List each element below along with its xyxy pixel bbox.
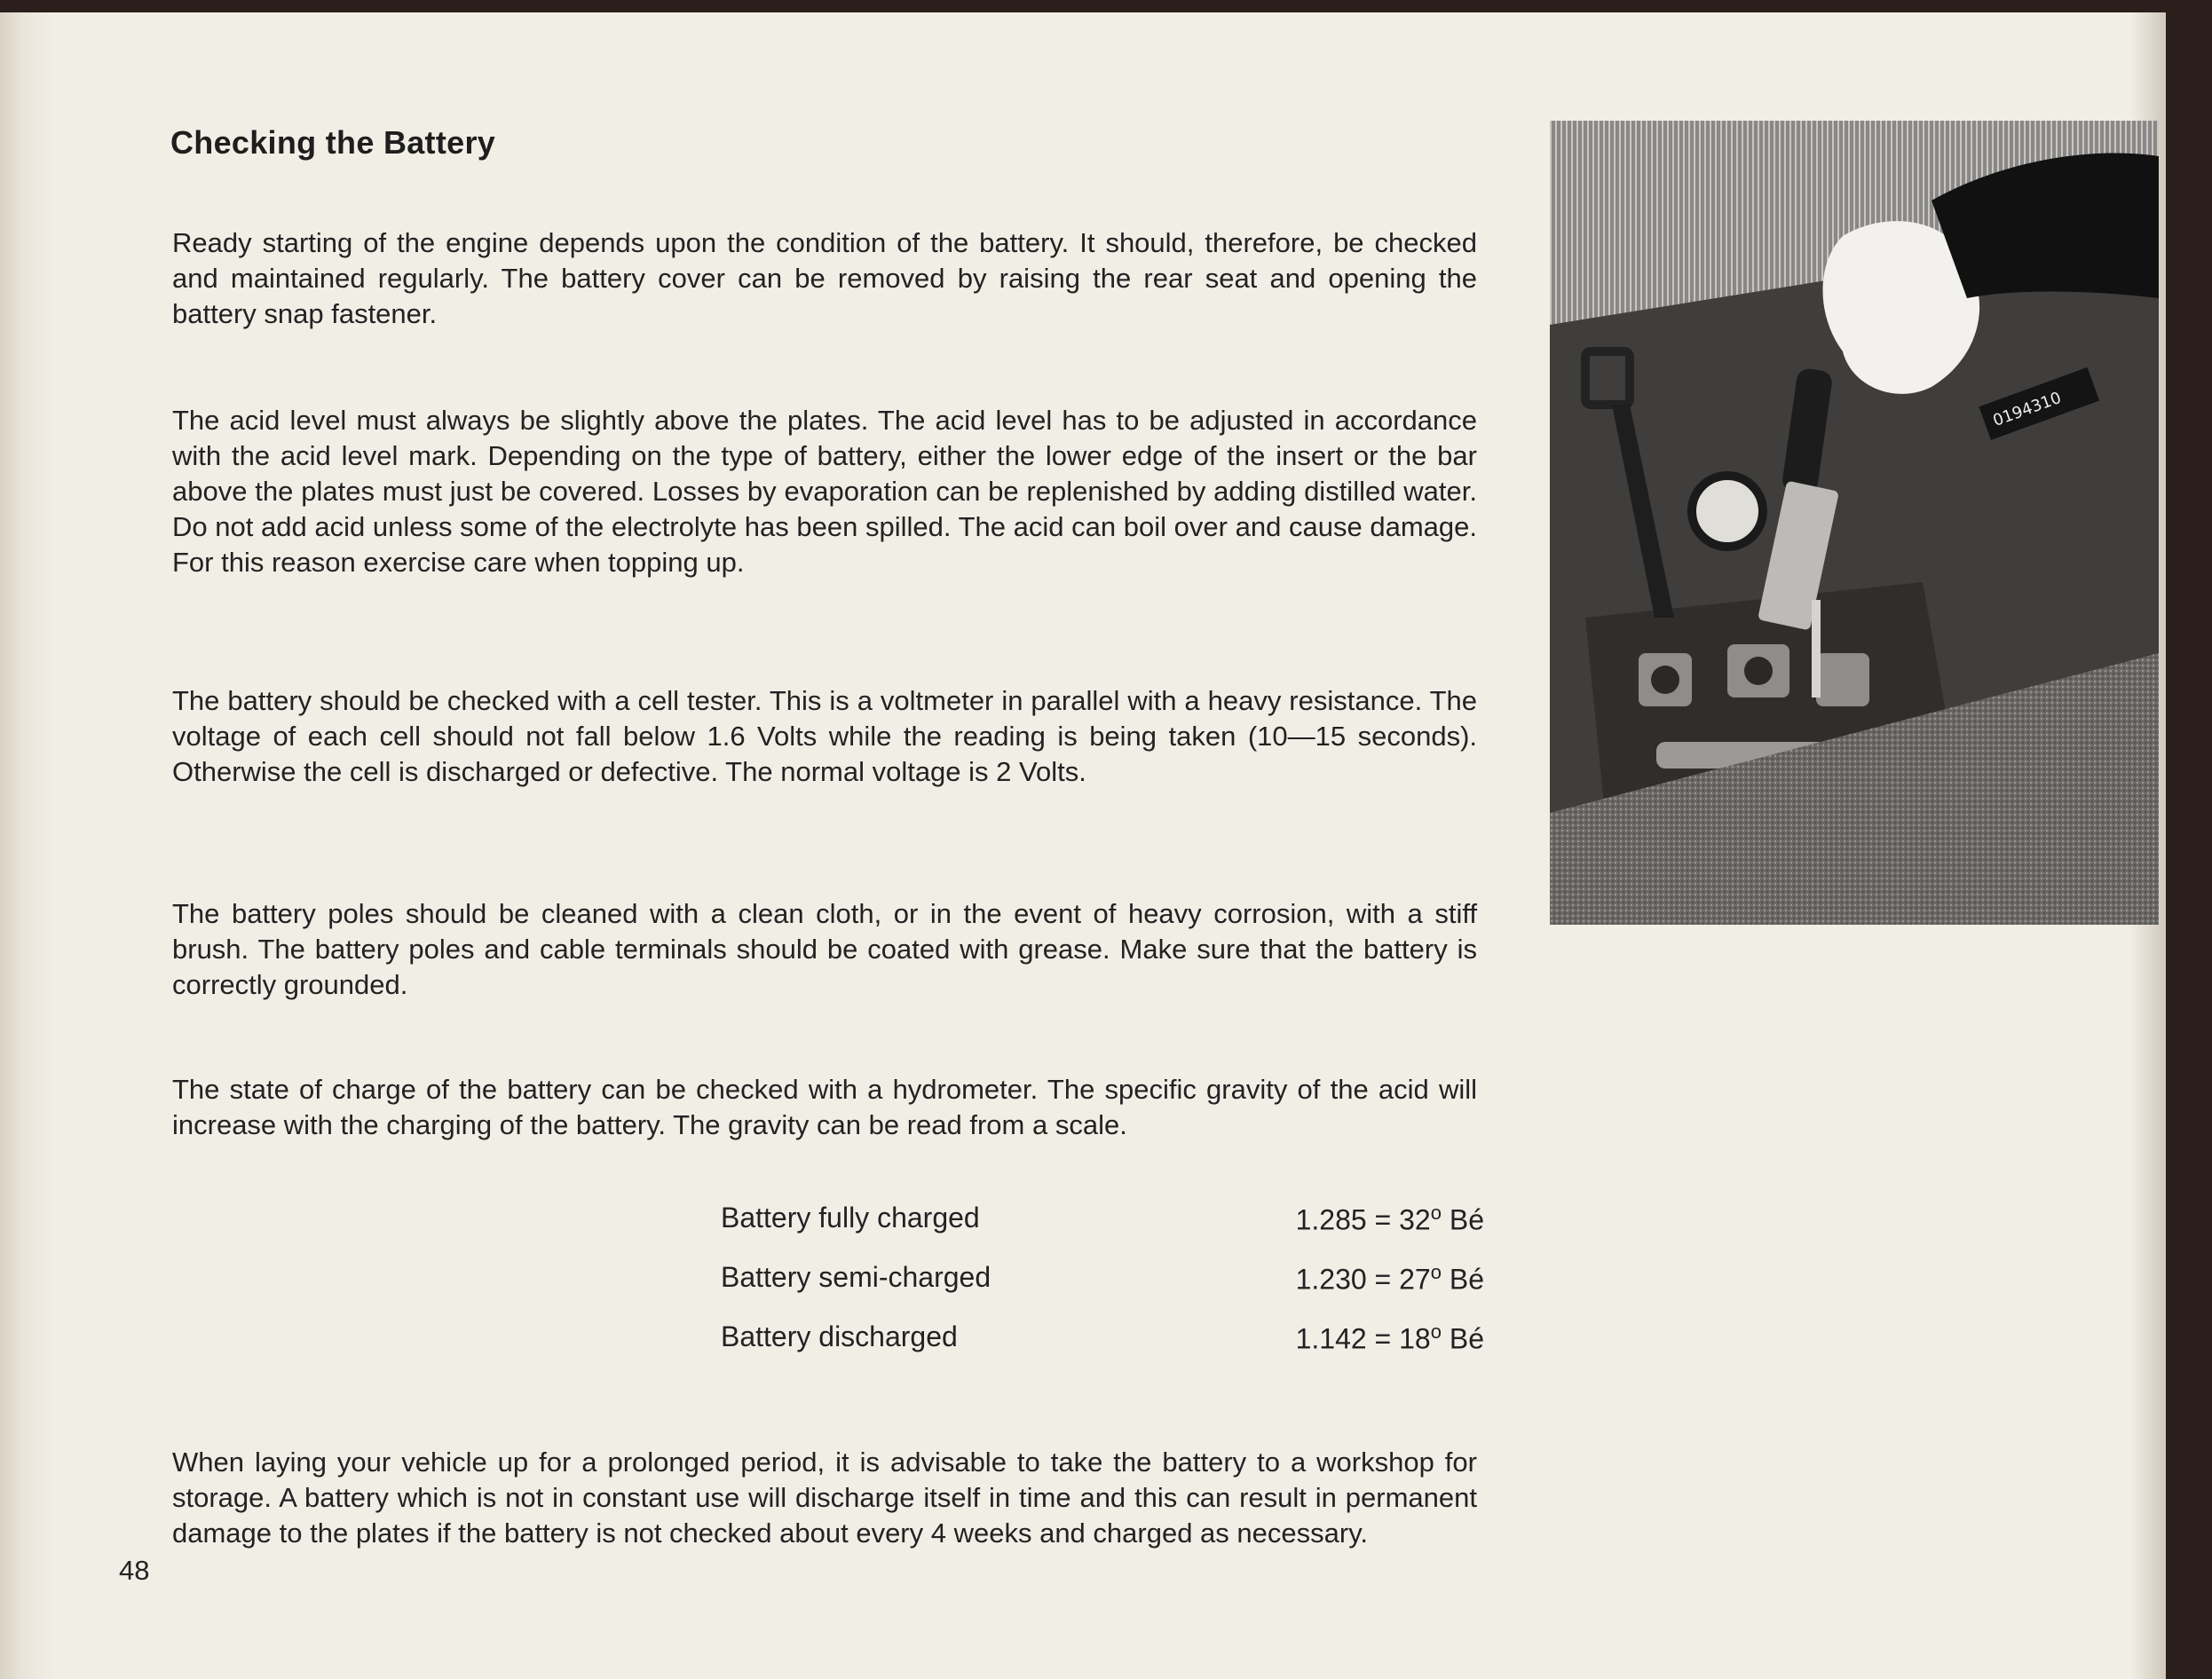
- paragraph-acid-level: The acid level must always be slightly above the plates. The acid level has to be adjusted in accordance with the acid level mark. Depending on the type of battery, either the lower edge of the insert or the bar above the plates must just be covered. Losses by evaporation can be replenished by adding distilled water. Do not add acid unless some of the electrolyte has been spilled. The acid can boil over and cause damage. For this reason exercise care when topping up.: [172, 405, 1477, 578]
- gravity-label: Battery fully charged: [721, 1202, 980, 1234]
- paragraph-hydrometer: The state of charge of the battery can be checked with a hydrometer. The specific gravity of the acid will increase with the charging of the battery. The gravity can be read from a scale.: [172, 1074, 1477, 1140]
- page-number: 48: [119, 1555, 150, 1586]
- battery-photo: [1550, 121, 2159, 925]
- battery-photo-illustration: [1550, 121, 2159, 925]
- page-edge: [0, 12, 53, 1679]
- gravity-label: Battery discharged: [721, 1320, 958, 1352]
- gravity-value: $1.230 = 27^o$ Bé: [1295, 1261, 1484, 1296]
- gravity-label: Battery semi-charged: [721, 1261, 991, 1293]
- gravity-row: [721, 1320, 1484, 1380]
- paragraph-battery-poles: The battery poles should be cleaned with a clean cloth, or in the event of heavy corrosion, with a stiff brush. The battery poles and cable terminals should be coated with grease. Make sure that the battery is correctly grounded.: [172, 898, 1477, 1000]
- paragraph-storage: When laying your vehicle up for a prolonged period, it is advisable to take the battery to a workshop for storage. A battery which is not in constant use will discharge itself in time and this can result in permanent damage to the plates if the battery is not checked about every 4 weeks and charged as necessary.: [172, 1446, 1477, 1549]
- gravity-row: [721, 1202, 1484, 1261]
- manual-page: [0, 12, 2166, 1679]
- paragraph-battery-maintenance: Ready starting of the engine depends upon the condition of the battery. It should, therefore, be checked and maintained regularly. The battery cover can be removed by raising the rear seat and opening the battery snap fastener.: [172, 227, 1477, 329]
- gravity-row: [721, 1261, 1484, 1320]
- specific-gravity-table: [721, 1202, 1484, 1380]
- gravity-value: $1.142 = 18^o$ Bé: [1295, 1320, 1484, 1355]
- gravity-value: $1.285 = 32^o$ Bé: [1295, 1202, 1484, 1236]
- photo-label: 0194310: [1990, 388, 2065, 430]
- paragraph-cell-tester: The battery should be checked with a cell tester. This is a voltmeter in parallel with a heavy resistance. The voltage of each cell should not fall below 1.6 Volts while the reading is being taken (10—15 seconds). Otherwise the cell is discharged or defective. The normal voltage is 2 Volts.: [172, 685, 1477, 787]
- section-title: Checking the Battery: [170, 124, 496, 161]
